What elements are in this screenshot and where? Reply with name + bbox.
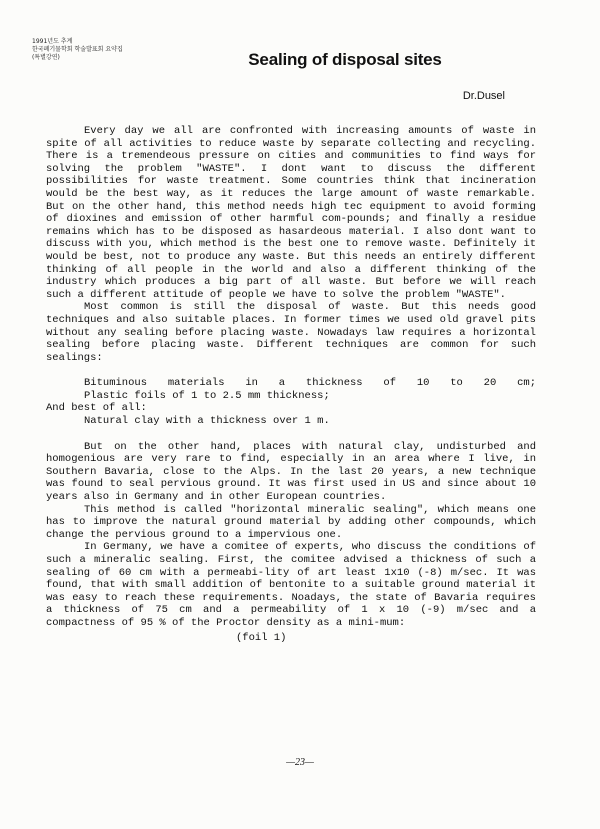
paragraph-natural-clay: But on the other hand, places with natural clay, undisturbed and homogenious are very rare to find, especially in an area where I live, in Southern Bavaria, close to the Alps. In the last 20 years, a new technique was found to seal pervious ground. It was first used in US and since about 10 years also in Germany and in other European countries. — [46, 440, 536, 504]
technique-item-clay: Natural clay with a thickness over 1 m. — [84, 415, 330, 428]
author-name: Dr.Dusel — [462, 90, 505, 102]
conference-note-line-1: 1991년도 추계 — [32, 38, 73, 45]
paragraph-disposal: Most common is still the disposal of waste. But this needs good techniques and also suitable places. In former times we used old gravel pits without any sealing before placing waste. Nowadays law requires a horizontal sealing before placing waste. Different techniques are common for such sealings: — [46, 301, 536, 364]
technique-item-bituminous: Bituminous materials in a thickness of 10 to 20 cm; — [84, 377, 536, 390]
conference-note-line-2: 한국폐기물학회 학술발표회 요약집 — [32, 46, 123, 53]
document-title: Sealing of disposal sites — [248, 50, 442, 69]
document-body — [46, 125, 536, 644]
page-number: —23— — [286, 757, 314, 768]
technique-intro-best: And best of all: — [46, 402, 147, 415]
foil-caption: (foil 1) — [236, 631, 287, 644]
conference-note-line-3: (특별강연) — [32, 54, 60, 61]
paragraph-intro: Every day we all are confronted with increasing amounts of waste in spite of all activities to reduce waste by separate collecting and recycling. There is a tremendeous pressure on cities and communities to find ways for solving the problem "WASTE". I dont want to discuss the different possibilities for waste treatment. Some countries think that incineration would be the best way, as it reduces the large amount of waste remarkable. But on the other hand, this method needs high tec equipment to avoid forming of dioxines and emission of other harmful com-pounds; and finally a residue remains which has to be disposed as hasardeous material. I also dont want to discuss with you, which method is the best one to remove waste. Definitely it would be best, not to produce any waste. But this needs an entirely different thinking of all people in the world and also a different thinking of the industry which produces a big part of all waste. But before we will reach such a different attitude of people we have to solve the problem "WASTE". — [46, 125, 536, 301]
paragraph-germany: In Germany, we have a comitee of experts, who discuss the conditions of such a mineralic sealing. First, the comitee advised a thickness of such a sealing of 60 cm with a permeabi-lity of art least 1x10 (-8) m/sec. It was found, that with small addition of bentonite to a suitable ground material it was easy to reach these requirements. Noadays, the state of Bavaria requires a thickness of 75 cm and a permeability of 1 x 10 (-9) m/sec and a compactness of 95 % of the Proctor density as a mini-mum: — [46, 541, 536, 629]
technique-item-plastic: Plastic foils of 1 to 2.5 mm thickness; — [84, 389, 330, 402]
paragraph-method: This method is called "horizontal mineralic sealing", which means one has to improve the natural ground material by adding other compounds, which change the pervious ground to a impervious one. — [46, 503, 536, 541]
